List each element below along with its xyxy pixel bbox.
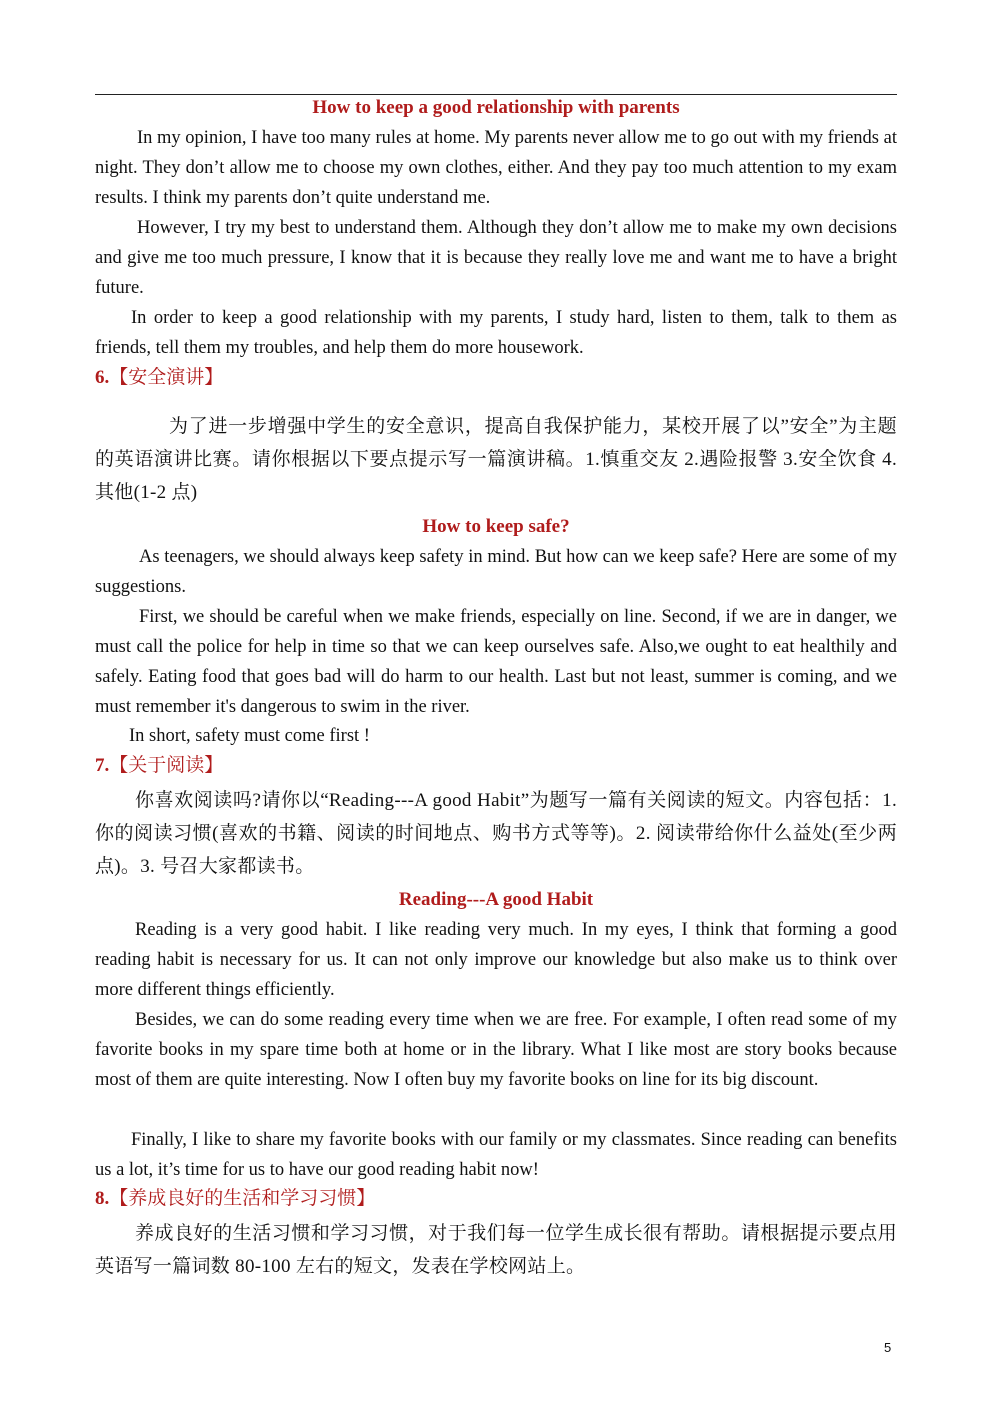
section7-paragraph-3: Finally, I like to share my favorite books with our family or my classmates. Since reading can benefits us a lot, it’s time for us to have our good reading habit now! [95,1130,897,1180]
section6-paragraph-1: As teenagers, we should always keep safety in mind. But how can we keep safe? Here are some of my suggestions. [95,547,897,597]
section8-number: 8. [95,1188,110,1209]
section7-number: 7. [95,755,110,776]
section7-heading [95,751,897,781]
essay1-paragraph-2: However, I try my best to understand them. Although they don’t allow me to make my own decisions and give me too much pressure, I know that it is because they really love me and want me to have a bright future. [95,218,897,298]
essay1-paragraph-3: In order to keep a good relationship with my parents, I study hard, listen to them, talk to them as friends, tell them my troubles, and help them do more housework. [95,308,897,358]
section8-prompt: 养成良好的生活习惯和学习习惯，对于我们每一位学生成长很有帮助。请根据提示要点用英语写一篇词数 80-100 左右的短文，发表在学校网站上。 [95,1223,897,1277]
section6-number: 6. [95,367,110,388]
page-number: 5 [884,1340,892,1355]
section7-title: Reading---A good Habit [398,889,594,910]
section6-paragraph-2: First, we should be careful when we make friends, especially on line. Second, if we are in danger, we must call the police for help in time so that we can keep ourselves safe. Also,we ought to eat healthily and safely. Eating food that goes bad will do harm to our health. Last but not least, summer is coming, and we must remember it's dangerous to swim in the river. [95,607,897,717]
section7-paragraph-1: Reading is a very good habit. I like reading very much. In my eyes, I think that forming a good reading habit is necessary for us. It can not only improve our knowledge but also make us to think over more different things efficiently. [95,920,897,1000]
essay1-title: How to keep a good relationship with parents [312,97,680,118]
section6-title: How to keep safe? [422,516,570,537]
section6-heading [95,363,897,393]
section6-prompt: 为了进一步增强中学生的安全意识，提高自我保护能力，某校开展了以”安全”为主题的英语演讲比赛。请你根据以下要点提示写一篇演讲稿。1.慎重交友 2.遇险报警 3.安全饮食 4. 其他(1-2 点) [95,416,897,503]
section6-paragraph-3: In short, safety must come first ! [129,726,370,746]
section8-heading [95,1184,897,1214]
essay1-paragraph-1: In my opinion, I have too many rules at home. My parents never allow me to go out with my friends at night. They don’t allow me to choose my own clothes, either. And they pay too much attention to my exam results. I think my parents don’t quite understand me. [95,128,897,208]
section7-paragraph-2: Besides, we can do some reading every time when we are free. For example, I often read some of my favorite books in my spare time both at home or in the library. What I like most are story books because most of them are quite interesting. Now I often buy my favorite books on line for its big discount. [95,1010,897,1090]
section6-label: 【安全演讲】 [109,367,224,388]
section7-label: 【关于阅读】 [109,755,224,776]
section8-label: 【养成良好的生活和学习习惯】 [109,1188,376,1209]
section7-prompt: 你喜欢阅读吗?请你以“Reading---A good Habit”为题写一篇有关阅读的短文。内容包括：1. 你的阅读习惯(喜欢的书籍、阅读的时间地点、购书方式等等)。2. 阅读带给你什么益处(至少两点)。3. 号召大家都读书。 [95,790,897,877]
